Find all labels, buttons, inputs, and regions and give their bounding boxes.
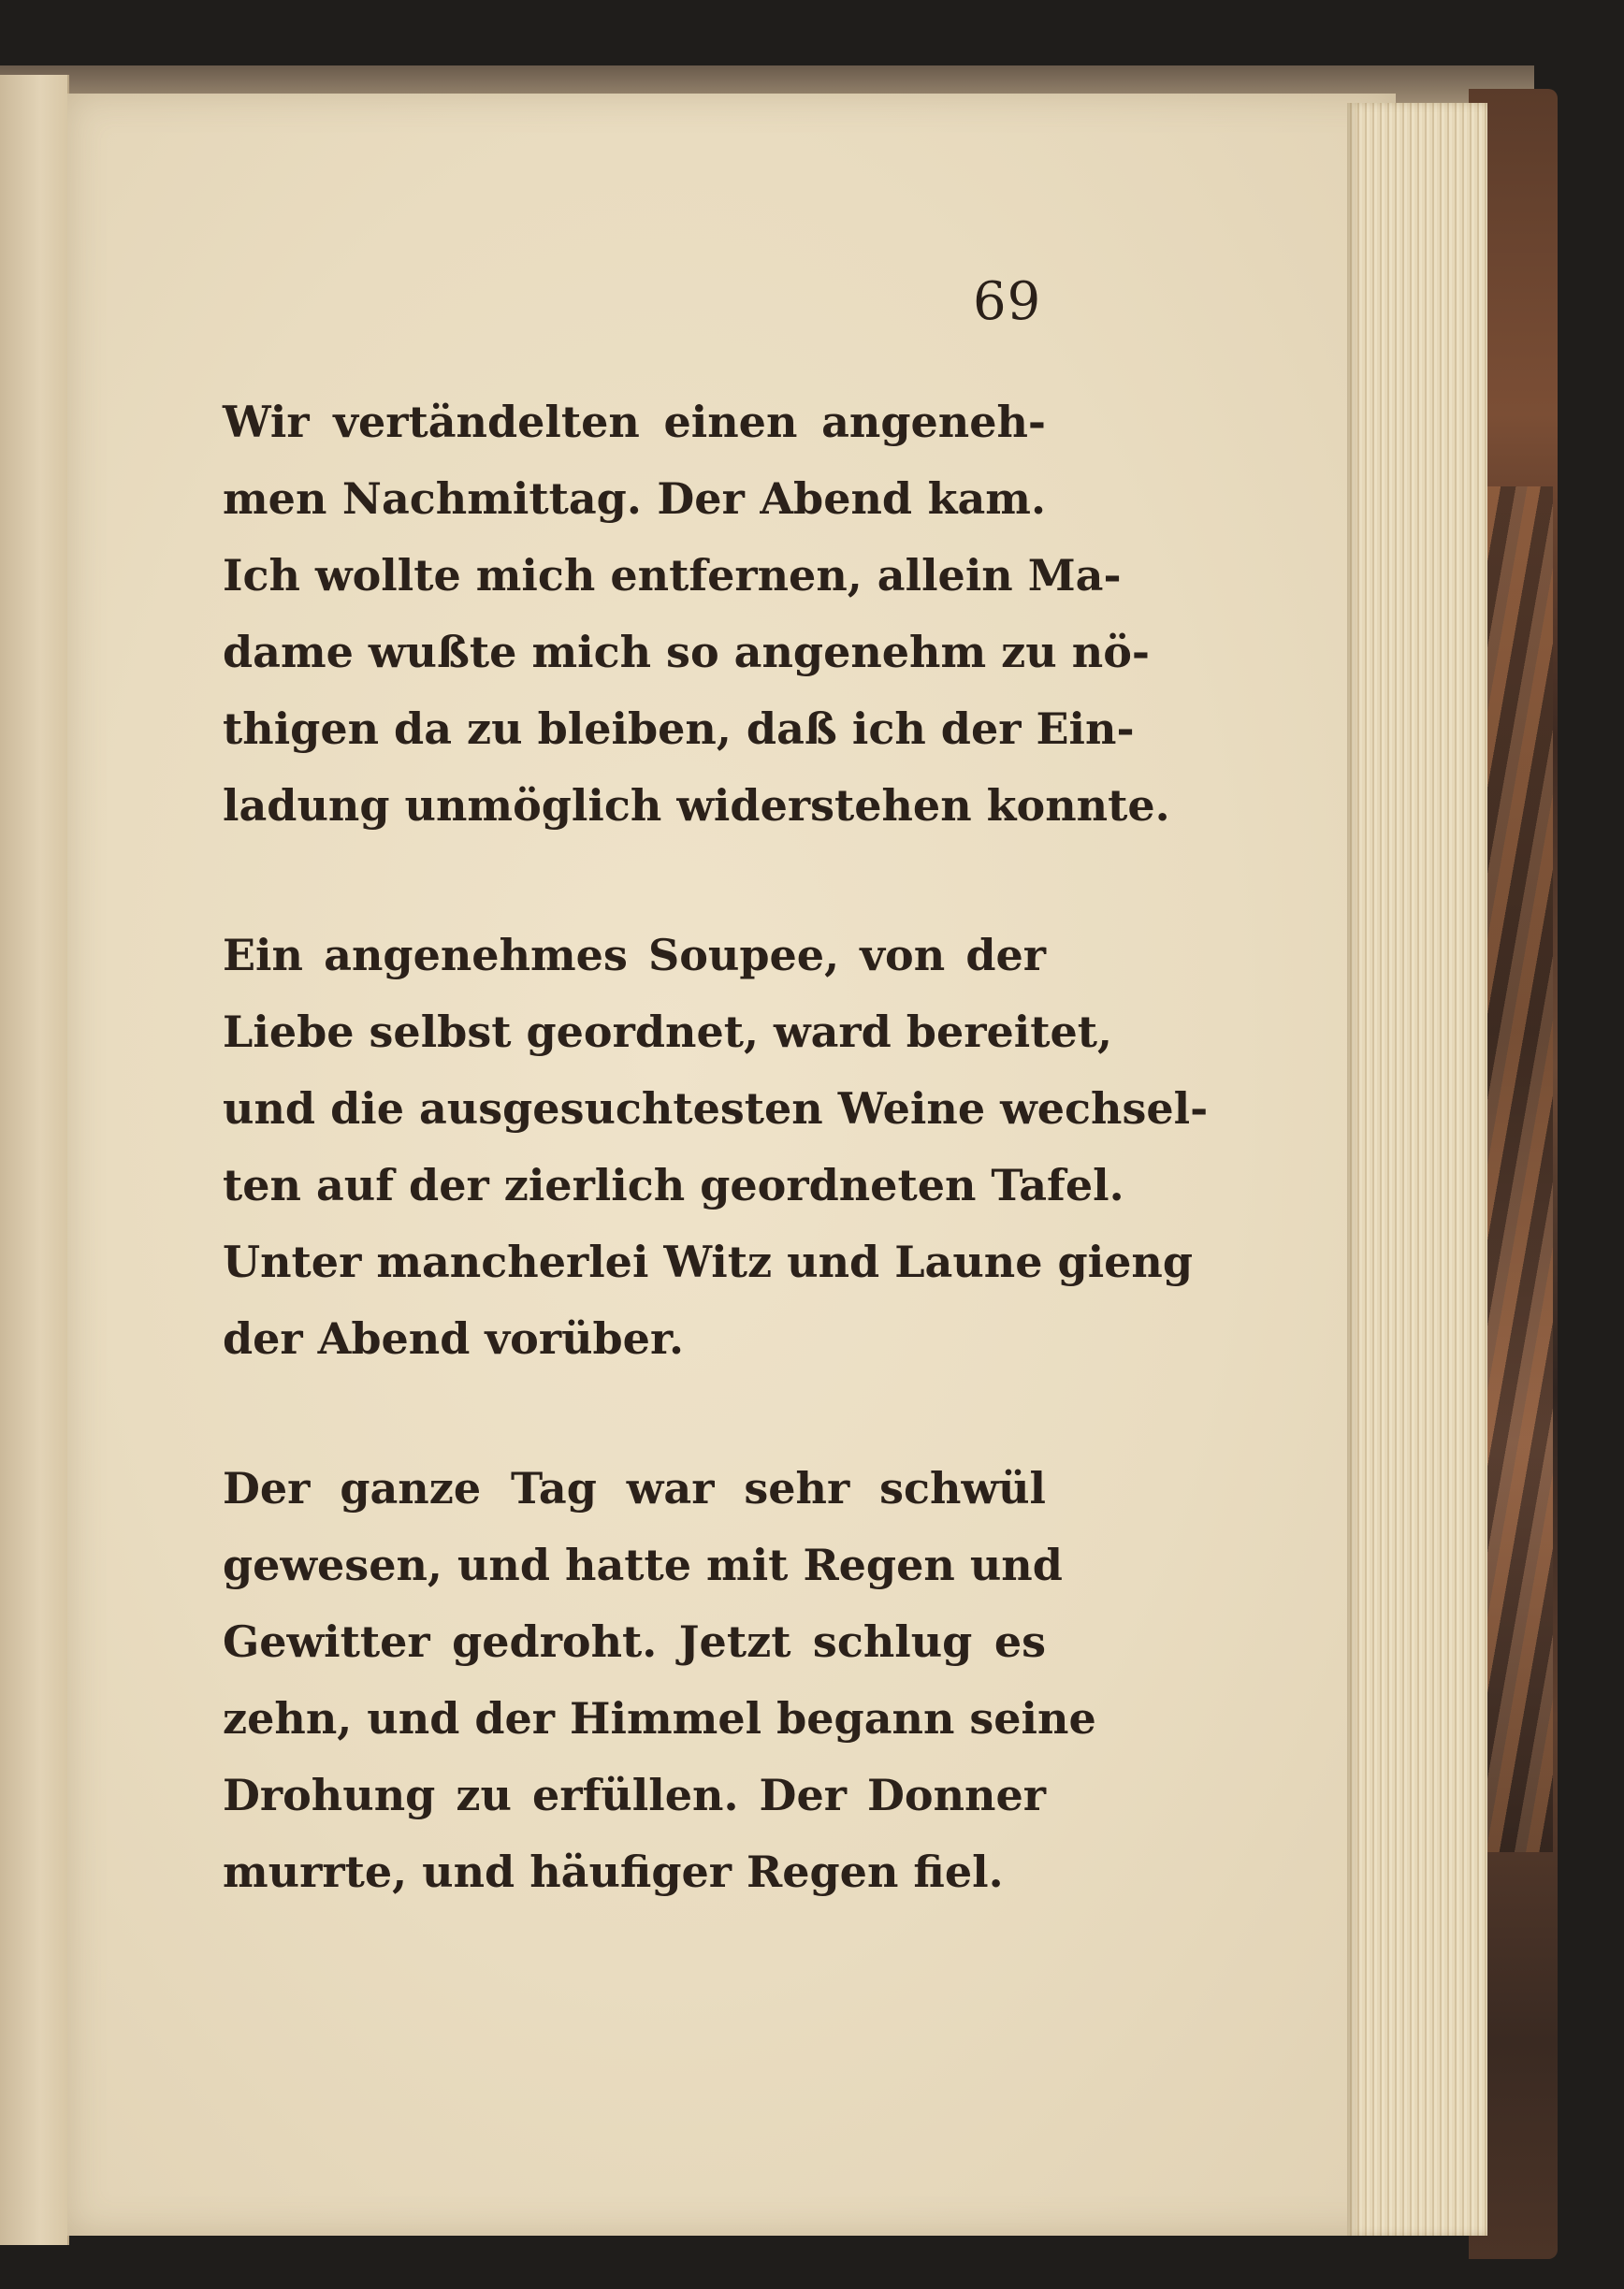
text-line: thigen da zu bleiben, daß ich der Ein-: [223, 703, 1135, 754]
text-line: Gewitter gedroht. Jetzt schlug es: [223, 1616, 1046, 1667]
text-line: men Nachmittag. Der Abend kam.: [223, 473, 1046, 524]
text-line: murrte, und häufiger Regen fiel.: [223, 1847, 1004, 1897]
text-line: Drohung zu erfüllen. Der Donner: [223, 1770, 1046, 1820]
page-number: 69: [973, 271, 1042, 332]
previous-page-edge: [0, 75, 69, 2245]
text-line: Wir vertändelten einen angeneh-: [223, 397, 1046, 447]
marbled-cover: [1487, 486, 1553, 1852]
text-line: dame wußte mich so angenehm zu nö-: [223, 627, 1150, 677]
text-line: zehn, und der Himmel begann seine: [223, 1693, 1096, 1744]
text-line: ladung unmöglich widerstehen konnte.: [223, 780, 1170, 831]
page-text: [223, 384, 1209, 1983]
text-line: der Abend vorüber.: [223, 1313, 684, 1364]
text-line: und die ausgesuchtesten Weine wechsel-: [223, 1083, 1209, 1134]
text-line: ten auf der zierlich geordneten Tafel.: [223, 1160, 1124, 1210]
page-block-edges: [1347, 103, 1487, 2236]
text-line: Ein angenehmes Soupee, von der: [223, 930, 1046, 980]
text-line: Der ganze Tag war sehr schwül: [223, 1463, 1046, 1514]
text-line: Unter mancherlei Witz und Laune gieng: [223, 1237, 1194, 1287]
text-line: Liebe selbst geordnet, ward bereitet,: [223, 1007, 1112, 1057]
paragraph-1: [223, 384, 1170, 844]
paragraph-2: [223, 917, 1209, 1377]
paragraph-3: [223, 1450, 1096, 1910]
text-line: gewesen, und hatte mit Regen und: [223, 1540, 1063, 1590]
text-line: Ich wollte mich entfernen, allein Ma-: [223, 550, 1122, 601]
